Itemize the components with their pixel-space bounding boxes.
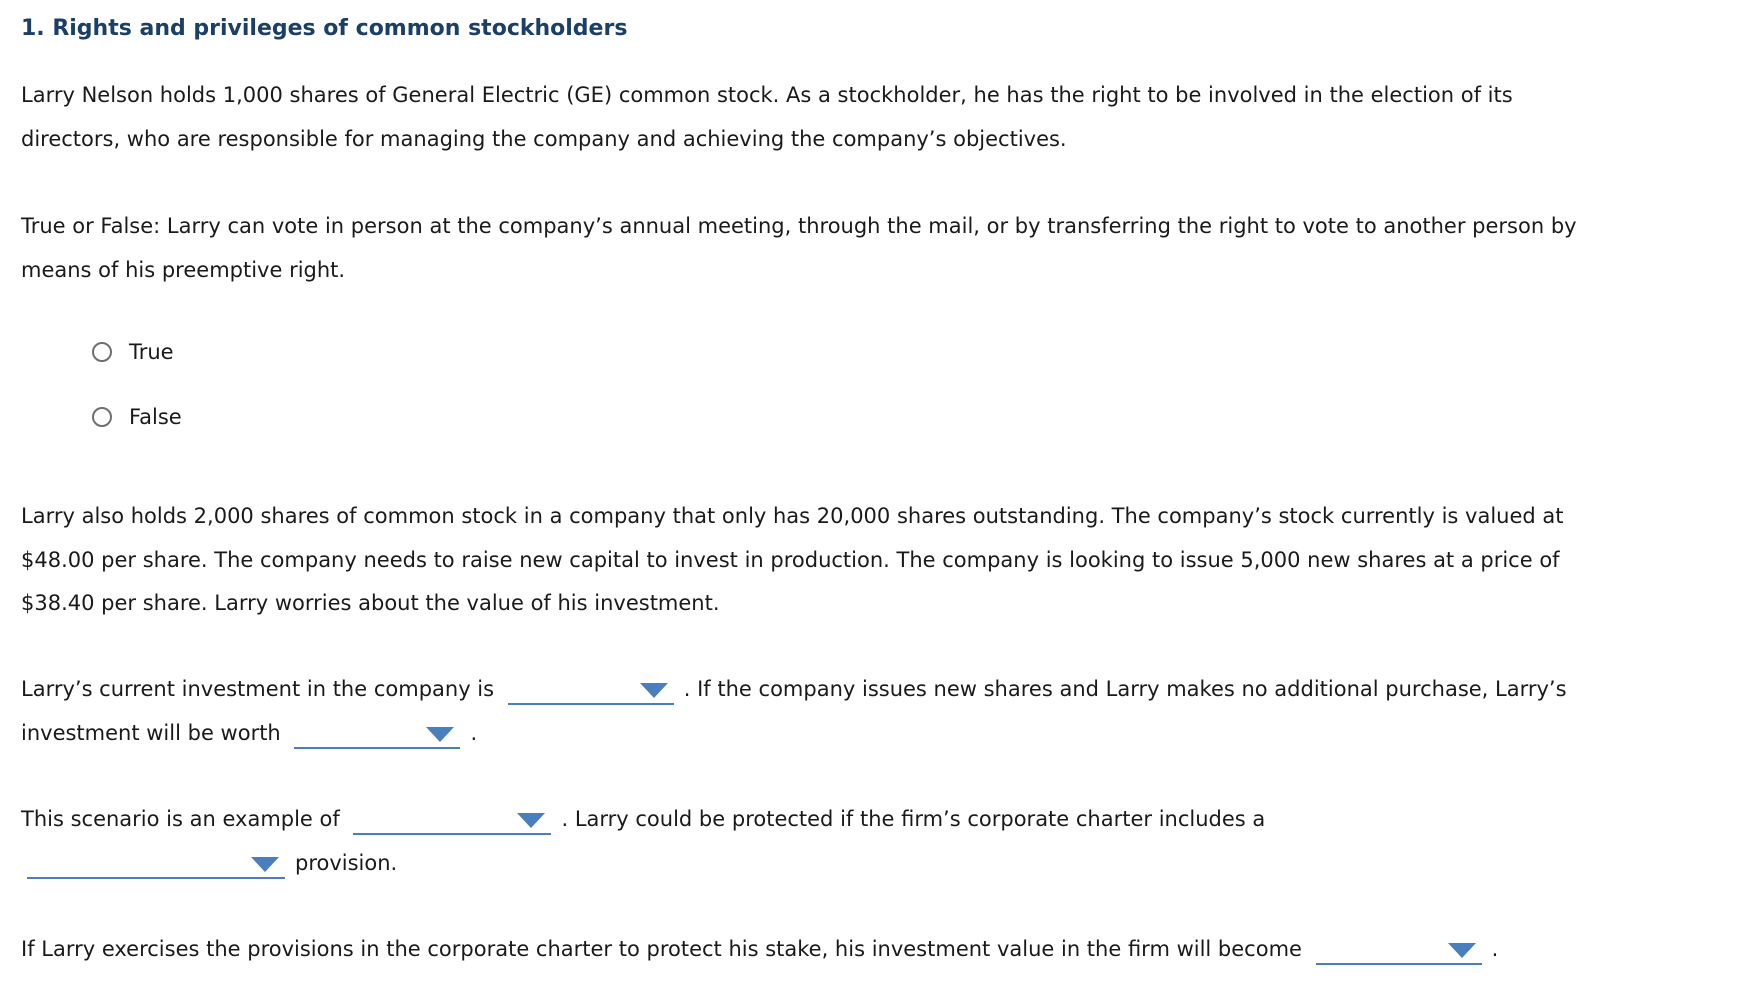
chevron-down-icon — [517, 813, 545, 828]
question-line-1: True or False: Larry can vote in person at the company’s annual meeting, through the mail, or by transferring the right to vote to another person by — [21, 214, 1577, 238]
new-investment-dropdown[interactable] — [294, 719, 460, 749]
radio-option-false[interactable] — [92, 402, 182, 432]
current-investment-dropdown[interactable] — [508, 675, 674, 705]
investment-line-1 — [21, 668, 1567, 712]
final-text-before: If Larry exercises the provisions in the corporate charter to protect his stake, his investment value in the firm will become — [21, 937, 1302, 961]
scenario-line-2: $48.00 per share. The company needs to raise new capital to invest in production. The company is looking to issue 5,000 new shares at a price of — [21, 547, 1560, 572]
scenario-type-question — [21, 798, 1265, 885]
scenario-type-text-before: This scenario is an example of — [21, 807, 340, 831]
chevron-down-icon — [640, 683, 668, 698]
true-false-question — [21, 205, 1577, 292]
chevron-down-icon — [251, 857, 279, 872]
scenario-type-text-after: . Larry could be protected if the firm’s corporate charter includes a — [561, 807, 1266, 831]
scenario-type-line-1 — [21, 798, 1265, 842]
question-title: 1. Rights and privileges of common stockholders — [21, 16, 628, 41]
scenario-line-1: Larry also holds 2,000 shares of common stock in a company that only has 20,000 shares outstanding. The company’s stock currently is valued at — [21, 504, 1564, 528]
radio-option-true[interactable] — [92, 337, 174, 367]
radio-button-false[interactable] — [92, 407, 112, 427]
final-value-dropdown[interactable] — [1316, 935, 1482, 965]
final-text-after: . — [1491, 937, 1499, 961]
scenario-type-line-2 — [21, 842, 1265, 886]
provision-text: provision. — [295, 850, 398, 875]
radio-label-false[interactable]: False — [129, 405, 182, 429]
investment-text-after: . If the company issues new shares and Larry makes no additional purchase, Larry’s — [683, 677, 1567, 701]
investment-text-before: Larry’s current investment in the company is — [21, 677, 495, 701]
radio-button-true[interactable] — [92, 342, 112, 362]
worth-text-before: investment will be worth — [21, 720, 281, 745]
charter-provision-dropdown[interactable] — [27, 849, 285, 879]
intro-line-2: directors, who are responsible for managing the company and achieving the company’s objectives. — [21, 126, 1067, 151]
intro-line-1: Larry Nelson holds 1,000 shares of General Electric (GE) common stock. As a stockholder, he has the right to be involved in the election of its — [21, 83, 1513, 107]
chevron-down-icon — [1448, 943, 1476, 958]
final-line-1 — [21, 928, 1498, 972]
scenario-line-3: $38.40 per share. Larry worries about the value of his investment. — [21, 591, 720, 615]
radio-label-true[interactable]: True — [129, 340, 174, 364]
scenario-paragraph — [21, 495, 1564, 626]
scenario-type-dropdown[interactable] — [353, 805, 551, 835]
intro-paragraph — [21, 74, 1513, 161]
investment-line-2 — [21, 712, 1567, 756]
question-line-2: means of his preemptive right. — [21, 257, 346, 282]
investment-question — [21, 668, 1567, 755]
worth-text-after: . — [470, 720, 478, 745]
chevron-down-icon — [426, 727, 454, 742]
final-question — [21, 928, 1498, 972]
